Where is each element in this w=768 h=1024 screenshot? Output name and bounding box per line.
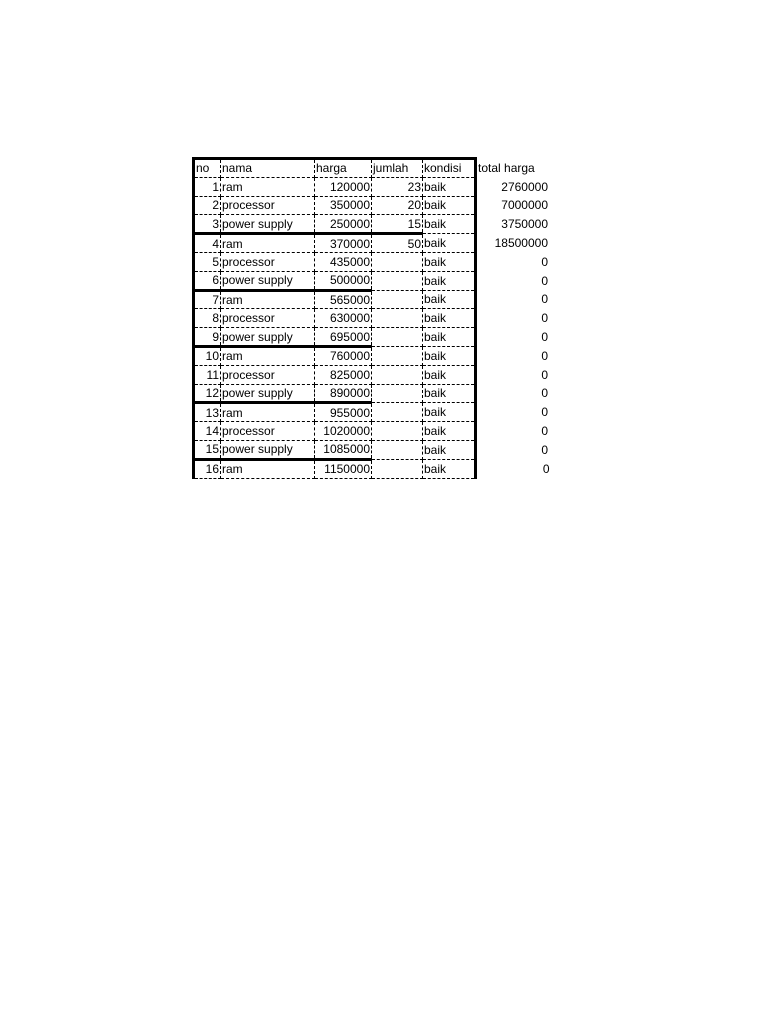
cell-no[interactable]: 14 <box>194 422 221 441</box>
cell-jumlah[interactable]: 23 <box>372 177 423 196</box>
cell-nama[interactable]: power supply <box>221 328 315 347</box>
inventory-table <box>192 157 552 479</box>
table-row <box>194 328 551 347</box>
cell-kondisi[interactable]: baik <box>423 384 476 403</box>
cell-jumlah[interactable] <box>372 403 423 422</box>
header-kondisi: kondisi <box>423 159 476 178</box>
cell-harga[interactable]: 1085000 <box>315 440 372 459</box>
cell-nama[interactable]: processor <box>221 252 315 271</box>
table-row <box>194 271 551 290</box>
cell-total-harga[interactable]: 18500000 <box>494 236 548 251</box>
cell-no[interactable]: 3 <box>194 215 221 234</box>
cell-jumlah[interactable] <box>372 422 423 441</box>
table-row <box>194 440 551 459</box>
cell-harga[interactable]: 565000 <box>315 290 372 309</box>
cell-nama[interactable]: processor <box>221 309 315 328</box>
cell-kondisi[interactable]: baik <box>423 215 476 234</box>
cell-kondisi[interactable]: baik <box>423 271 476 290</box>
header-harga: harga <box>315 159 372 178</box>
cell-nama[interactable]: power supply <box>221 215 315 234</box>
cell-harga[interactable]: 370000 <box>315 234 372 253</box>
cell-jumlah[interactable] <box>372 459 423 478</box>
table-row <box>194 365 551 384</box>
cell-jumlah[interactable] <box>372 309 423 328</box>
cell-no[interactable]: 2 <box>194 196 221 215</box>
cell-harga[interactable]: 630000 <box>315 309 372 328</box>
cell-kondisi[interactable]: baik <box>423 252 476 271</box>
cell-harga[interactable]: 1150000 <box>315 459 372 478</box>
cell-kondisi[interactable]: baik <box>423 422 476 441</box>
cell-kondisi[interactable]: baik <box>423 177 476 196</box>
cell-harga[interactable]: 250000 <box>315 215 372 234</box>
cell-nama[interactable]: processor <box>221 196 315 215</box>
cell-no[interactable]: 8 <box>194 309 221 328</box>
cell-nama[interactable]: processor <box>221 422 315 441</box>
cell-no[interactable]: 1 <box>194 177 221 196</box>
cell-kondisi[interactable]: baik <box>423 346 476 365</box>
cell-nama[interactable]: ram <box>221 290 315 309</box>
cell-kondisi[interactable]: baik <box>423 290 476 309</box>
cell-no[interactable]: 16 <box>194 459 221 478</box>
cell-kondisi[interactable]: baik <box>423 328 476 347</box>
cell-no[interactable]: 6 <box>194 271 221 290</box>
cell-harga[interactable]: 825000 <box>315 365 372 384</box>
cell-total-harga[interactable]: 0 <box>541 311 548 326</box>
header-jumlah: jumlah <box>372 159 423 178</box>
cell-harga[interactable]: 350000 <box>315 196 372 215</box>
cell-no[interactable]: 9 <box>194 328 221 347</box>
table-row <box>194 384 551 403</box>
cell-total-harga[interactable]: 0 <box>541 254 548 269</box>
cell-total-harga[interactable]: 0 <box>542 461 550 476</box>
cell-harga[interactable]: 695000 <box>315 328 372 347</box>
cell-nama[interactable]: power supply <box>221 440 315 459</box>
cell-nama[interactable]: processor <box>221 365 315 384</box>
cell-total-harga[interactable]: 0 <box>541 273 548 288</box>
cell-jumlah[interactable]: 20 <box>372 196 423 215</box>
cell-kondisi[interactable]: baik <box>423 459 476 478</box>
cell-nama[interactable]: ram <box>221 459 315 478</box>
cell-no[interactable]: 11 <box>194 365 221 384</box>
cell-total-harga[interactable]: 0 <box>541 292 548 307</box>
cell-jumlah[interactable] <box>372 328 423 347</box>
cell-no[interactable]: 10 <box>194 346 221 365</box>
table-row <box>194 422 551 441</box>
cell-jumlah[interactable] <box>372 271 423 290</box>
cell-total-harga[interactable]: 0 <box>541 348 548 363</box>
cell-nama[interactable]: ram <box>221 177 315 196</box>
cell-kondisi[interactable]: baik <box>423 365 476 384</box>
cell-nama[interactable]: power supply <box>221 271 315 290</box>
cell-total-harga[interactable]: 0 <box>541 386 548 401</box>
cell-harga[interactable]: 1020000 <box>315 422 372 441</box>
cell-no[interactable]: 12 <box>194 384 221 403</box>
cell-nama[interactable]: ram <box>221 346 315 365</box>
cell-no[interactable]: 7 <box>194 290 221 309</box>
header-row <box>194 159 551 178</box>
cell-harga[interactable]: 890000 <box>315 384 372 403</box>
cell-harga[interactable]: 435000 <box>315 252 372 271</box>
table-row <box>194 309 551 328</box>
table-row <box>194 403 551 422</box>
cell-nama[interactable]: ram <box>221 403 315 422</box>
cell-jumlah[interactable] <box>372 346 423 365</box>
cell-kondisi[interactable]: baik <box>423 309 476 328</box>
header-total-harga: total harga <box>478 160 535 175</box>
cell-jumlah[interactable]: 15 <box>372 215 423 234</box>
cell-total-harga[interactable]: 0 <box>541 367 548 382</box>
cell-total-harga[interactable]: 3750000 <box>501 217 548 232</box>
cell-harga[interactable]: 120000 <box>315 177 372 196</box>
cell-total-harga[interactable]: 0 <box>541 442 548 457</box>
cell-kondisi[interactable]: baik <box>423 234 476 253</box>
cell-nama[interactable]: power supply <box>221 384 315 403</box>
cell-jumlah[interactable] <box>372 365 423 384</box>
table-row <box>194 215 551 234</box>
cell-total-harga[interactable]: 0 <box>541 405 548 420</box>
cell-jumlah[interactable]: 50 <box>372 234 423 253</box>
cell-no[interactable]: 4 <box>194 234 221 253</box>
table-row <box>194 252 551 271</box>
cell-no[interactable]: 15 <box>194 440 221 459</box>
cell-kondisi[interactable]: baik <box>423 440 476 459</box>
cell-jumlah[interactable] <box>372 290 423 309</box>
header-no: no <box>194 159 221 178</box>
cell-total-harga[interactable]: 2760000 <box>501 179 548 194</box>
table-row <box>194 346 551 365</box>
cell-harga[interactable]: 760000 <box>315 346 372 365</box>
cell-jumlah[interactable] <box>372 440 423 459</box>
cell-jumlah[interactable] <box>372 252 423 271</box>
table-row <box>194 290 551 309</box>
header-nama: nama <box>221 159 315 178</box>
cell-harga[interactable]: 955000 <box>315 403 372 422</box>
table-row <box>194 196 551 215</box>
table-row <box>194 234 551 253</box>
cell-no[interactable]: 13 <box>194 403 221 422</box>
cell-kondisi[interactable]: baik <box>423 403 476 422</box>
table-row <box>194 459 551 478</box>
cell-jumlah[interactable] <box>372 384 423 403</box>
cell-total-harga[interactable]: 0 <box>541 330 548 345</box>
cell-total-harga[interactable]: 7000000 <box>501 198 548 213</box>
cell-nama[interactable]: ram <box>221 234 315 253</box>
cell-no[interactable]: 5 <box>194 252 221 271</box>
cell-total-harga[interactable]: 0 <box>541 424 548 439</box>
cell-harga[interactable]: 500000 <box>315 271 372 290</box>
cell-kondisi[interactable]: baik <box>423 196 476 215</box>
table-row <box>194 177 551 196</box>
